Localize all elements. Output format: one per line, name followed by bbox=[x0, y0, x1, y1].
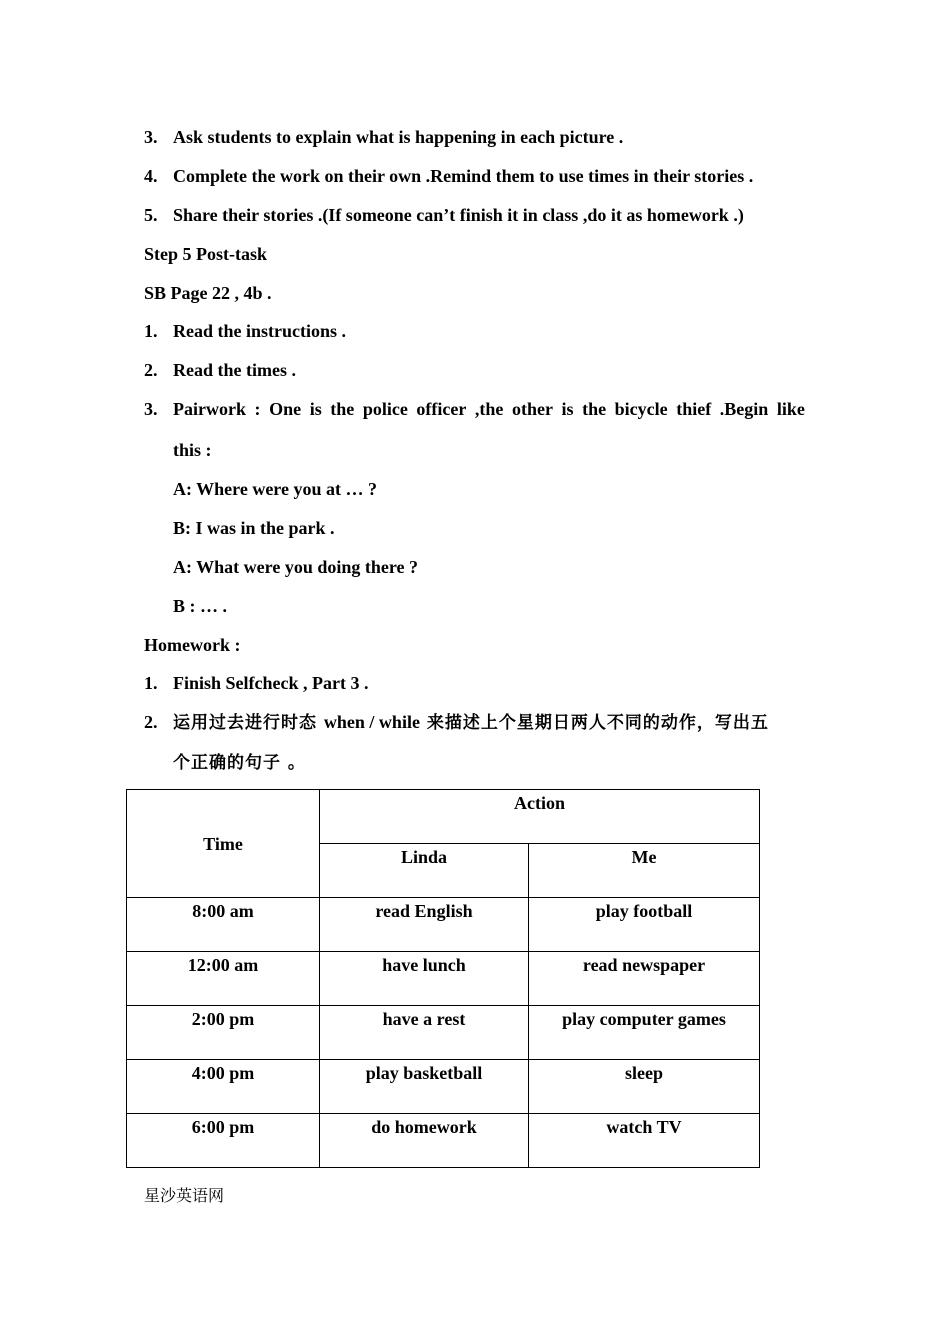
footer-source: 星沙英语网 bbox=[144, 1186, 225, 1205]
table-header-row bbox=[127, 790, 760, 844]
pairwork-continuation: this : bbox=[173, 440, 212, 460]
item-number: 2. bbox=[144, 712, 158, 732]
item-number: 5. bbox=[144, 205, 158, 225]
item-text: Complete the work on their own .Remind them to use times in their stories . bbox=[173, 166, 754, 186]
pairwork-word: like bbox=[776, 399, 805, 419]
time-cell: 2:00 pm bbox=[127, 1006, 320, 1060]
linda-cell: have a rest bbox=[320, 1006, 529, 1060]
linda-cell: read English bbox=[320, 898, 529, 952]
pairwork-word: bicycle bbox=[614, 399, 668, 419]
cjk-text: 来描述上个星期日两人不同的动作，写出五 bbox=[419, 713, 769, 733]
item-number: 3. bbox=[144, 399, 158, 419]
me-header: Me bbox=[529, 844, 760, 898]
pairwork-word: One bbox=[269, 399, 302, 419]
pairwork-word: thief bbox=[676, 399, 712, 419]
item-text: Share their stories .(If someone can’t finish it in class ,do it as homework .) bbox=[173, 205, 744, 225]
item-text: Finish Selfcheck , Part 3 . bbox=[173, 673, 369, 693]
me-cell: sleep bbox=[529, 1060, 760, 1114]
me-cell: play computer games bbox=[529, 1006, 760, 1060]
pairwork-word: is bbox=[309, 399, 322, 419]
time-cell: 4:00 pm bbox=[127, 1060, 320, 1114]
item-text: Read the times . bbox=[173, 360, 296, 380]
time-cell: 8:00 am bbox=[127, 898, 320, 952]
pairwork-word: officer bbox=[416, 399, 467, 419]
table-row bbox=[127, 898, 760, 952]
pairwork-word: is bbox=[561, 399, 574, 419]
item-number: 2. bbox=[144, 360, 158, 380]
item-number: 1. bbox=[144, 321, 158, 341]
conjunction-text: when / while bbox=[323, 712, 420, 732]
table-row bbox=[127, 1006, 760, 1060]
dialogue-line: A: What were you doing there ? bbox=[173, 557, 418, 577]
sb-page-reference: SB Page 22 , 4b . bbox=[144, 283, 272, 303]
pairwork-word: the bbox=[582, 399, 607, 419]
item-text: Ask students to explain what is happening in each picture . bbox=[173, 127, 624, 147]
time-cell: 6:00 pm bbox=[127, 1114, 320, 1168]
me-cell: watch TV bbox=[529, 1114, 760, 1168]
pairwork-word: : bbox=[254, 399, 261, 419]
table-row bbox=[127, 952, 760, 1006]
pairwork-word: the bbox=[330, 399, 355, 419]
table-row bbox=[127, 1114, 760, 1168]
linda-cell: have lunch bbox=[320, 952, 529, 1006]
pairwork-word: .Begin bbox=[719, 399, 769, 419]
time-header: Time bbox=[127, 790, 320, 898]
time-cell: 12:00 am bbox=[127, 952, 320, 1006]
pairwork-text bbox=[173, 398, 805, 420]
homework-heading: Homework : bbox=[144, 635, 241, 655]
homework-continuation: 个正确的句子 。 bbox=[173, 753, 306, 773]
item-number: 1. bbox=[144, 673, 158, 693]
item-text bbox=[173, 711, 769, 734]
pairwork-word: ,the bbox=[474, 399, 504, 419]
dialogue-line: B: I was in the park . bbox=[173, 518, 335, 538]
action-header: Action bbox=[320, 790, 760, 844]
me-cell: play football bbox=[529, 898, 760, 952]
linda-header: Linda bbox=[320, 844, 529, 898]
step5-heading: Step 5 Post-task bbox=[144, 244, 268, 264]
me-cell: read newspaper bbox=[529, 952, 760, 1006]
linda-cell: do homework bbox=[320, 1114, 529, 1168]
cjk-text: 运用过去进行时态 bbox=[173, 713, 324, 733]
table-row bbox=[127, 1060, 760, 1114]
item-text: Read the instructions . bbox=[173, 321, 347, 341]
item-number: 3. bbox=[144, 127, 158, 147]
pairwork-word: Pairwork bbox=[173, 399, 246, 419]
pairwork-word: other bbox=[511, 399, 553, 419]
dialogue-line: A: Where were you at … ? bbox=[173, 479, 377, 499]
pairwork-word: police bbox=[362, 399, 408, 419]
item-number: 4. bbox=[144, 166, 158, 186]
schedule-table bbox=[126, 789, 760, 1168]
linda-cell: play basketball bbox=[320, 1060, 529, 1114]
dialogue-line: B : … . bbox=[173, 596, 227, 616]
